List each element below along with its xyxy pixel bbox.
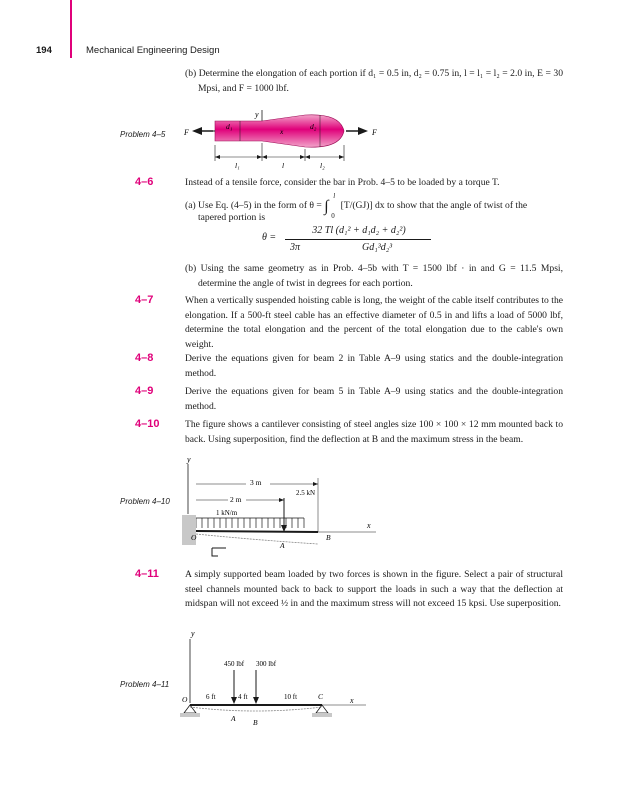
figure-4-11-label: Problem 4–11 bbox=[120, 680, 170, 689]
problem-4-6-part-b: (b) Using the same geometry as in Prob. 4–5b with T = 1500 lbf · in and G = 11.5 Mpsi, determine the angle of twist in degrees for each portion. bbox=[185, 263, 563, 289]
equation-lhs: θ = bbox=[262, 232, 277, 243]
figure-4-10-label: Problem 4–10 bbox=[120, 497, 170, 506]
part-a-post: tapered portion is bbox=[198, 212, 266, 223]
d2-label: d₂ bbox=[310, 122, 317, 131]
force-arrow-B bbox=[253, 697, 259, 704]
problem-4-7-text: When a vertically suspended hoisting cable is long, the weight of the cable itself contributes to the elongation. If a 500-ft steel cable has an effective diameter of 0.5 in and lifts a load of 5000 lbf, determine the total elongation and the percent of the total elongation due to the cable's own weight. bbox=[185, 295, 563, 350]
point-O: O bbox=[182, 695, 188, 704]
dim-6ft: 6 ft bbox=[206, 693, 216, 701]
problem-4-6-text: Instead of a tensile force, consider the bar in Prob. 4–5 to be loaded by a torque T. bbox=[185, 177, 500, 188]
problem-4-11-text: A simply supported beam loaded by two forces is shown in the figure. Select a pair of structural steel channels mounted back to back to support the loads in such a way that the deflection at midspan will not exceed ½ in and the maximum stress will not exceed 15 kpsi. Use superposition. bbox=[185, 569, 563, 609]
figure-4-5 bbox=[180, 105, 570, 180]
x-label: x bbox=[280, 127, 284, 136]
problem-number-4-9: 4–9 bbox=[135, 385, 154, 397]
y-label: y bbox=[187, 455, 191, 464]
dist-load-label: 1 kN/m bbox=[216, 509, 238, 517]
y-label: y bbox=[255, 110, 259, 119]
l-label: l bbox=[282, 161, 285, 170]
point-B: B bbox=[253, 718, 258, 727]
dim-4ft: 4 ft bbox=[238, 693, 248, 701]
force-label-left: F bbox=[184, 128, 189, 137]
force-label-right: F bbox=[372, 128, 377, 137]
problem-number-4-11: 4–11 bbox=[135, 568, 159, 580]
load-300-lbf: 300 lbf bbox=[256, 660, 277, 668]
l1-label: l₁ bbox=[235, 161, 240, 170]
part-a-prefix: (a) Use Eq. (4–5) in the form of θ = bbox=[185, 200, 322, 211]
l2-label: l₂ bbox=[320, 161, 325, 170]
integral-lower: 0 bbox=[331, 212, 335, 220]
figure-4-10 bbox=[176, 452, 376, 567]
problem-4-10-text: The figure shows a cantilever consisting of steel angles size 100 × 100 × 12 mm mounted back to back. Using superposition, find the deflection at B and the maximum stress in the beam. bbox=[185, 419, 563, 445]
y-label: y bbox=[191, 629, 195, 638]
problem-4-8-text: Derive the equations given for beam 2 in Table A–9 using statics and the double-integration method. bbox=[185, 353, 563, 379]
problem-number-4-10: 4–10 bbox=[135, 418, 160, 430]
force-arrow-left bbox=[192, 127, 202, 135]
integral-sign-icon: ∫ bbox=[324, 198, 329, 215]
problem-4-5-part-b: (b) Determine the elongation of each portion if d₁ = 0.5 in, d₂ = 0.75 in, l = l₁ = l₂ = 2.0 in, E = 30 Mpsi, and F = 1000 lbf. bbox=[185, 68, 563, 94]
problem-number-4-7: 4–7 bbox=[135, 294, 154, 306]
equation-den-left: 3π bbox=[290, 242, 301, 253]
problem-number-4-6: 4–6 bbox=[135, 176, 154, 188]
point-C: C bbox=[318, 692, 324, 701]
problem-number-4-8: 4–8 bbox=[135, 352, 154, 364]
equation-den-right: Gd₁³d₂³ bbox=[362, 242, 393, 253]
d1-label: d₁ bbox=[226, 122, 233, 131]
load-450-lbf: 450 lbf bbox=[224, 660, 245, 668]
point-A: A bbox=[231, 714, 236, 723]
x-label: x bbox=[350, 696, 354, 705]
point-A: A bbox=[280, 541, 285, 550]
figure-4-5-label: Problem 4–5 bbox=[120, 130, 166, 139]
beam bbox=[196, 531, 318, 532]
dim-10ft: 10 ft bbox=[284, 693, 298, 701]
roller-support-C bbox=[316, 705, 328, 713]
force-arrow-A bbox=[231, 697, 237, 704]
header-rule bbox=[70, 0, 72, 58]
force-arrow-right bbox=[358, 127, 368, 135]
equation-numerator: 32 Tl (d₁² + d₁d₂ + d₂²) bbox=[312, 225, 406, 236]
point-O: O bbox=[191, 533, 197, 542]
dim-2m: 2 m bbox=[230, 495, 242, 504]
point-B: B bbox=[326, 533, 331, 542]
part-a-middle: [T/(GJ)] dx to show that the angle of twist of the bbox=[340, 200, 528, 211]
page-number: 194 bbox=[36, 45, 52, 56]
fraction-bar bbox=[285, 239, 431, 240]
load-2-5kn: 2.5 kN bbox=[296, 489, 316, 497]
distributed-load-arrows bbox=[196, 518, 304, 528]
figure-4-11 bbox=[176, 625, 376, 745]
pin-support-O bbox=[184, 705, 196, 713]
x-label: x bbox=[367, 521, 371, 530]
integral-upper: l bbox=[333, 192, 336, 200]
book-title: Mechanical Engineering Design bbox=[86, 45, 220, 56]
angle-section-icon bbox=[212, 548, 226, 556]
dim-3m: 3 m bbox=[250, 478, 262, 487]
problem-4-9-text: Derive the equations given for beam 5 in Table A–9 using statics and the double-integration method. bbox=[185, 386, 563, 412]
